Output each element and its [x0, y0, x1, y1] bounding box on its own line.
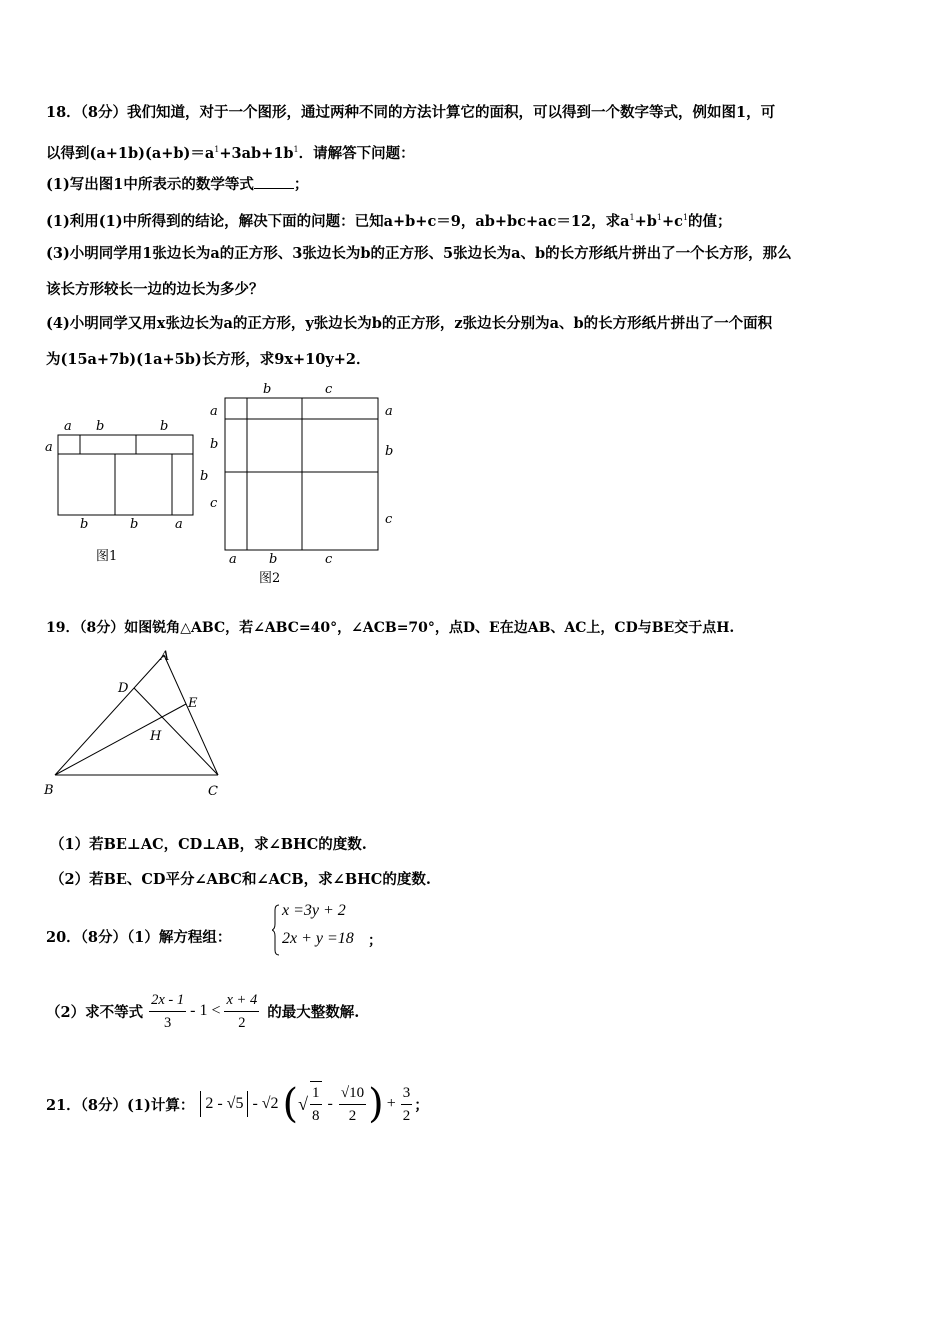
- sqrt-symbol: √: [298, 1093, 309, 1114]
- q18-line6: 该长方形较长一边的边长为多少？: [46, 281, 264, 298]
- fig2-label: b: [263, 382, 272, 397]
- fraction-numerator: 1: [310, 1082, 322, 1105]
- fig2-label: c: [325, 382, 333, 397]
- q18-sup: 1: [629, 213, 635, 222]
- figure-1: [40, 410, 220, 570]
- q19-sub2: （2）若BE、CD平分∠ABC和∠ACB，求∠BHC的度数.: [50, 871, 431, 888]
- fraction-numerator: 2x - 1: [149, 989, 186, 1012]
- segment-cd: [134, 688, 218, 775]
- q18-line4: [46, 208, 732, 232]
- plus-sign: +: [386, 1095, 396, 1112]
- fig2-label: b: [210, 437, 219, 452]
- q18-line4-a: (1)利用(1)中所得到的结论，解决下面的问题：已知a+b+c＝9，ab+bc+ac＝12，求a: [46, 213, 630, 230]
- fig1-label: b: [96, 419, 105, 434]
- fraction-numerator: 3: [401, 1082, 413, 1105]
- equation-2: 2x + y =18: [282, 930, 354, 947]
- fig2-label: c: [210, 496, 218, 511]
- side-ab: [55, 655, 164, 775]
- fig1-label: a: [64, 419, 72, 434]
- point-h-label: H: [150, 729, 162, 744]
- fraction-denominator: 8: [312, 1108, 320, 1124]
- q18-line3-a: (1)写出图1中所表示的数学等式: [46, 176, 254, 193]
- fraction-denominator: 2: [238, 1014, 246, 1031]
- fig2-label: a: [210, 404, 218, 419]
- segment-be: [55, 704, 186, 775]
- point-b-label: B: [44, 783, 54, 798]
- inequality-middle: - 1 <: [190, 1002, 221, 1019]
- fig2-label: c: [385, 512, 393, 527]
- q19-sub1: （1）若BE⊥AC，CD⊥AB，求∠BHC的度数.: [50, 836, 367, 853]
- fraction-denominator: 2: [402, 1107, 411, 1124]
- fraction-numerator: x + 4: [224, 989, 259, 1012]
- q18-line4-c: +c: [661, 213, 683, 230]
- q18-line3: [46, 174, 308, 195]
- q21-semicolon: ；: [414, 1096, 429, 1114]
- q18-line2-a: 以得到(a+1b)(a+b)＝a: [46, 145, 215, 162]
- fig2-label: c: [325, 552, 333, 567]
- figure-2: [205, 380, 405, 590]
- fig1-label: a: [175, 517, 183, 532]
- triangle-figure: [40, 645, 240, 805]
- q18-sup: 1: [293, 145, 299, 154]
- fraction: [310, 1081, 322, 1127]
- q18-sup: 1: [682, 213, 689, 222]
- q18-line1: 18．（8分）我们知道，对于一个图形，通过两种不同的方法计算它的面积，可以得到一个数字等式，例如图1，可: [46, 104, 776, 121]
- q20-line1: 20．（8分）（1）解方程组：: [46, 929, 232, 946]
- fraction: [224, 989, 259, 1034]
- answer-blank[interactable]: [254, 174, 294, 189]
- absolute-value: 2 - √5: [200, 1091, 248, 1117]
- q18-sup: 1: [656, 213, 662, 222]
- fig1-label: b: [80, 517, 89, 532]
- fig2-label: b: [269, 552, 278, 567]
- minus-sign: -: [327, 1095, 333, 1112]
- q18-line2: [46, 140, 415, 164]
- q19-line1: 19．（8分）如图锐角△ABC，若∠ABC=40°，∠ACB=70°，点D、E在边AB、AC上，CD与BE交于点H.: [46, 620, 735, 636]
- fig2-label: b: [385, 444, 394, 459]
- fraction: [401, 1082, 413, 1127]
- fig2-caption: 图2: [259, 571, 281, 586]
- fig1-label: b: [200, 469, 209, 484]
- point-d-label: D: [118, 681, 129, 696]
- fraction-denominator: 3: [163, 1014, 172, 1031]
- fraction-numerator: √10: [339, 1082, 366, 1105]
- q18-line4-d: 的值；: [688, 213, 732, 230]
- fig2-label: a: [229, 552, 237, 567]
- q18-line3-b: ；: [293, 176, 309, 193]
- brace-icon: [272, 904, 280, 956]
- equation-1: x =3y + 2: [282, 902, 346, 919]
- q18-line8: 为(15a+7b)(1a+5b)长方形，求9x+10y+2．: [46, 351, 371, 368]
- q20-line2: [46, 986, 359, 1036]
- q21-prefix: 21．（8分）(1)计算：: [46, 1096, 195, 1114]
- q18-line2-c: ．请解答下问题：: [298, 145, 415, 162]
- fraction-denominator: 2: [348, 1107, 357, 1124]
- q18-sup: 1: [214, 145, 220, 154]
- q21-line1: [46, 1076, 429, 1132]
- fig1-label: b: [130, 517, 139, 532]
- point-c-label: C: [208, 784, 218, 799]
- left-paren: (: [282, 1081, 299, 1127]
- q20-sub2-prefix: （2）求不等式: [46, 1003, 144, 1021]
- side-ac: [164, 655, 218, 775]
- point-a-label: A: [160, 649, 170, 664]
- q18-line5: (3)小明同学用1张边长为a的正方形、3张边长为b的正方形、5张边长为a、b的长方形纸片拼出了一个长方形，那么: [46, 245, 792, 262]
- q18-line4-b: +b: [634, 213, 657, 230]
- fig1-outer-rect: [58, 435, 193, 515]
- q18-line7: (4)小明同学又用x张边长为a的正方形，y张边长为b的正方形，z张边长分别为a、b的长方形纸片拼出了一个面积: [46, 315, 773, 332]
- equation-semicolon: ；: [368, 934, 382, 949]
- q18-line2-b: +3ab+1b: [219, 145, 294, 162]
- fraction: [149, 989, 186, 1034]
- fraction: [339, 1082, 366, 1127]
- fig1-label: b: [160, 419, 169, 434]
- right-paren: ): [368, 1081, 384, 1127]
- fig1-caption: 图1: [96, 549, 118, 564]
- fig2-label: a: [385, 404, 393, 419]
- point-e-label: E: [188, 696, 198, 711]
- minus-sqrt2: - √2: [252, 1095, 279, 1112]
- fig1-label: a: [45, 440, 53, 455]
- q20-sub2-suffix: 的最大整数解.: [267, 1003, 360, 1021]
